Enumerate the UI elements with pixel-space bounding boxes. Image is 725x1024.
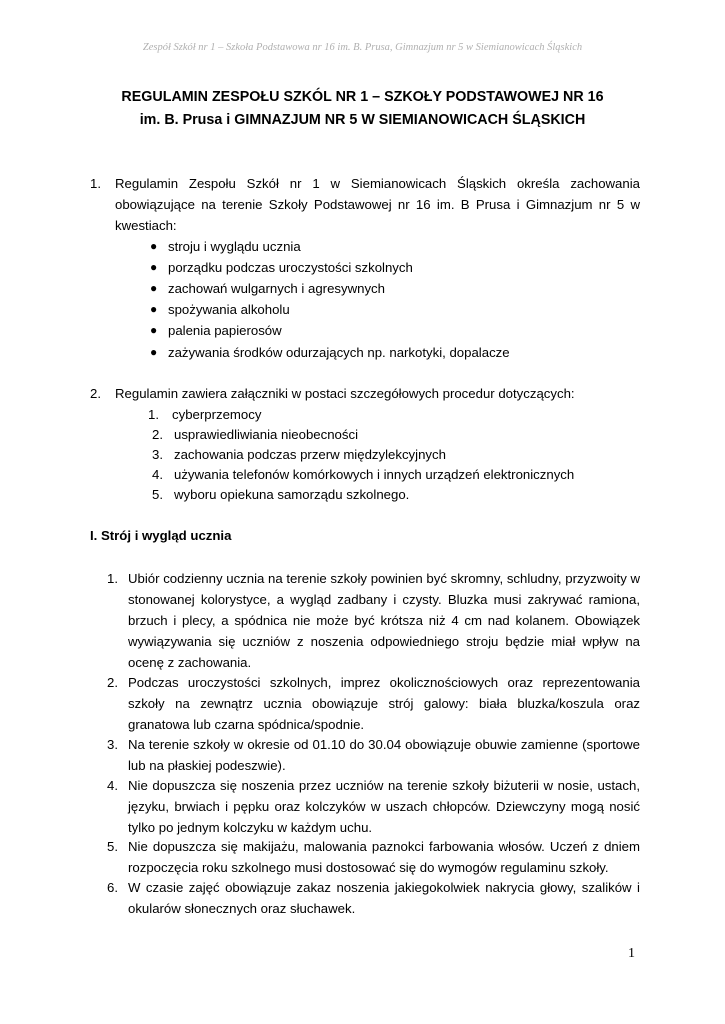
bullet-icon: ●: [150, 323, 158, 337]
running-header: Zespół Szkół nr 1 – Szkoła Podstawowa nr 16 im. B. Prusa, Gimnazjum nr 5 w Siemianowicach Śląskich: [142, 42, 583, 53]
point-2-text: Regulamin zawiera załączniki w postaci szczegółowych procedur dotyczących:: [115, 386, 575, 401]
point-1-text: Regulamin Zespołu Szkół nr 1 w Siemianowicach Śląskich określa zachowania obowiązujące na terenie Szkoły Podstawowej nr 16 im. B Prusa i Gimnazjum nr 5 w kwestiach:: [115, 176, 640, 233]
document-title: [0, 86, 725, 132]
section-heading: I. Strój i wygląd ucznia: [90, 528, 232, 543]
point-1: [90, 173, 640, 236]
title-line-1: REGULAMIN ZESPOŁU SZKÓL NR 1 – SZKOŁY PODSTAWOWEJ NR 16: [121, 89, 604, 105]
bullet-icon: ●: [150, 260, 158, 274]
point-2: [90, 383, 640, 404]
attachments-list: 1. cyberprzemocy 2. usprawiedliwiania nieobecności 3. zachowania podczas przerw międzylekcyjnych 4. używania telefonów komórkowych i innych urządzeń elektronicznych 5. wyboru opiekuna samorządu szkolnego.: [148, 407, 575, 502]
page-number: 1: [628, 946, 635, 961]
bullet-icon: ●: [150, 281, 158, 295]
bullet-icon: ●: [150, 239, 158, 253]
bullet-icon: ●: [150, 345, 158, 359]
bullet-icon: ●: [150, 302, 158, 316]
point-2-number: 2.: [90, 386, 101, 401]
title-line-2: im. B. Prusa i GIMNAZJUM NR 5 W SIEMIANOWICACH ŚLĄSKICH: [139, 112, 586, 128]
point-1-number: 1.: [90, 176, 101, 191]
